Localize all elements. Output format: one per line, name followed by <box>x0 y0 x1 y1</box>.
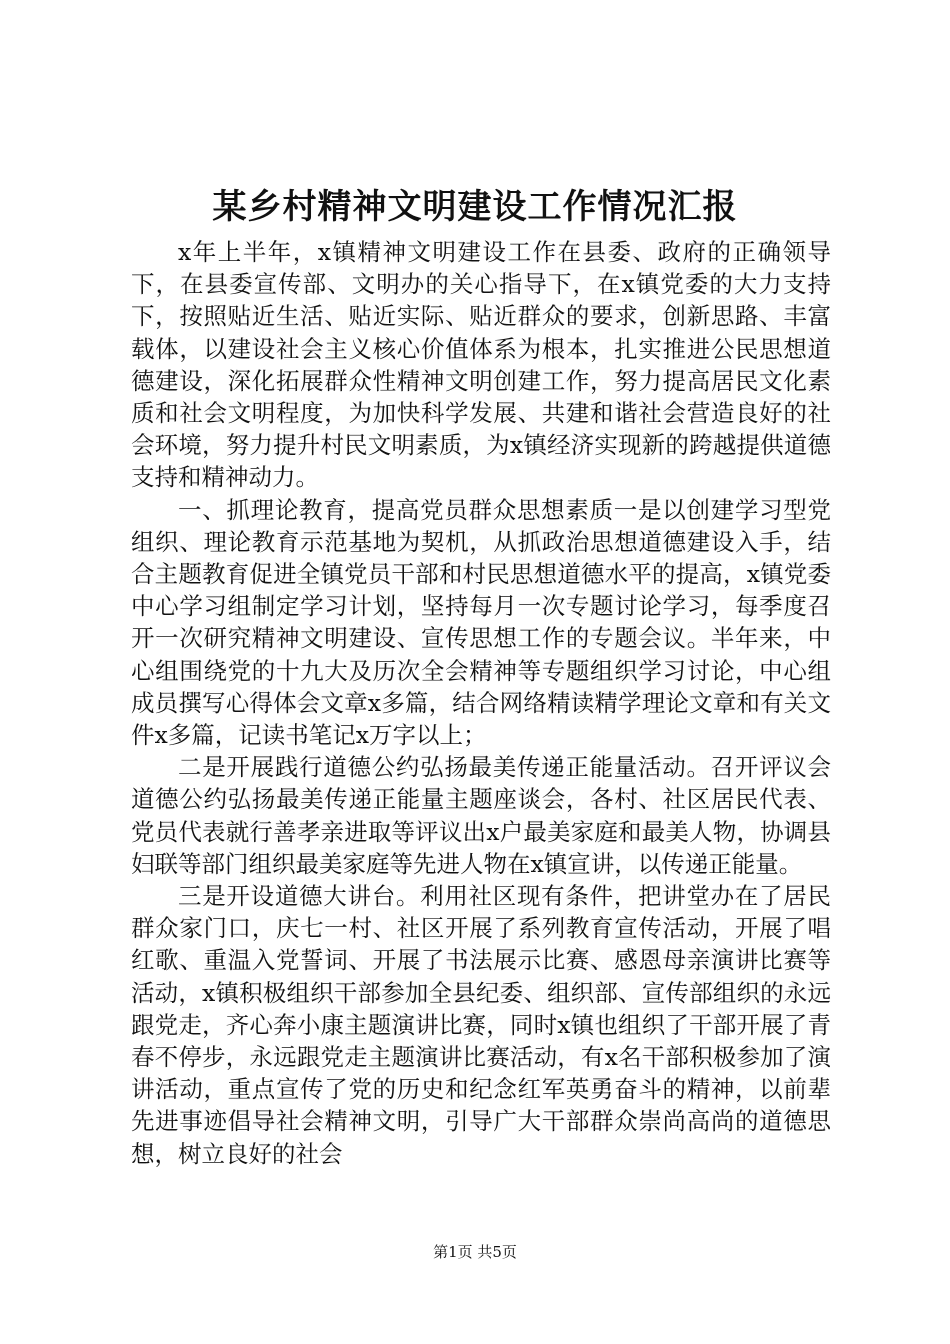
paragraph-moral-lecture: 三是开设道德大讲台。利用社区现有条件，把讲堂办在了居民群众家门口，庆七一村、社区开展了系列教育宣传活动，开展了唱红歌、重温入党誓词、开展了书法展示比赛、感恩母亲演讲比赛等活动，x镇积极组织干部参加全县纪委、组织部、宣传部组织的永远跟党走，齐心奔小康主题演讲比赛，同时x镇也组织了干部开展了青春不停步，永远跟党走主题演讲比赛活动，有x名干部积极参加了演讲活动，重点宣传了党的历史和纪念红军英勇奋斗的精神，以前辈先进事迹倡导社会精神文明，引导广大干部群众崇尚高尚的道德思想，树立良好的社会 <box>131 882 831 1168</box>
document-body <box>131 236 831 1170</box>
page-footer: 第1页 共5页 <box>433 1243 517 1261</box>
paragraph-theory-education: 一、抓理论教育，提高党员群众思想素质一是以创建学习型党组织、理论教育示范基地为契机，从抓政治思想道德建设入手，结合主题教育促进全镇党员干部和村民思想道德水平的提高，x镇党委中心学习组制定学习计划，坚持每月一次专题讨论学习，每季度召开一次研究精神文明建设、宣传思想工作的专题会议。半年来，中心组围绕党的十九大及历次全会精神等专题组织学习讨论，中心组成员撰写心得体会文章x多篇，结合网络精读精学理论文章和有关文件x多篇，记读书笔记x万字以上； <box>131 495 831 750</box>
paragraph-intro: x年上半年，x镇精神文明建设工作在县委、政府的正确领导下，在县委宣传部、文明办的关心指导下，在x镇党委的大力支持下，按照贴近生活、贴近实际、贴近群众的要求，创新思路、丰富载体，以建设社会主义核心价值体系为根本，扎实推进公民思想道德建设，深化拓展群众性精神文明创建工作，努力提高居民文化素质和社会文明程度，为加快科学发展、共建和谐社会营造良好的社会环境，努力提升村民文明素质，为x镇经济实现新的跨越提供道德支持和精神动力。 <box>131 238 831 492</box>
document-title: 某乡村精神文明建设工作情况汇报 <box>212 187 738 227</box>
paragraph-moral-convention: 二是开展践行道德公约弘扬最美传递正能量活动。召开评议会道德公约弘扬最美传递正能量主题座谈会，各村、社区居民代表、党员代表就行善孝亲进取等评议出x户最美家庭和最美人物，协调县妇联等部门组织最美家庭等先进人物在x镇宣讲，以传递正能量。 <box>131 753 831 878</box>
